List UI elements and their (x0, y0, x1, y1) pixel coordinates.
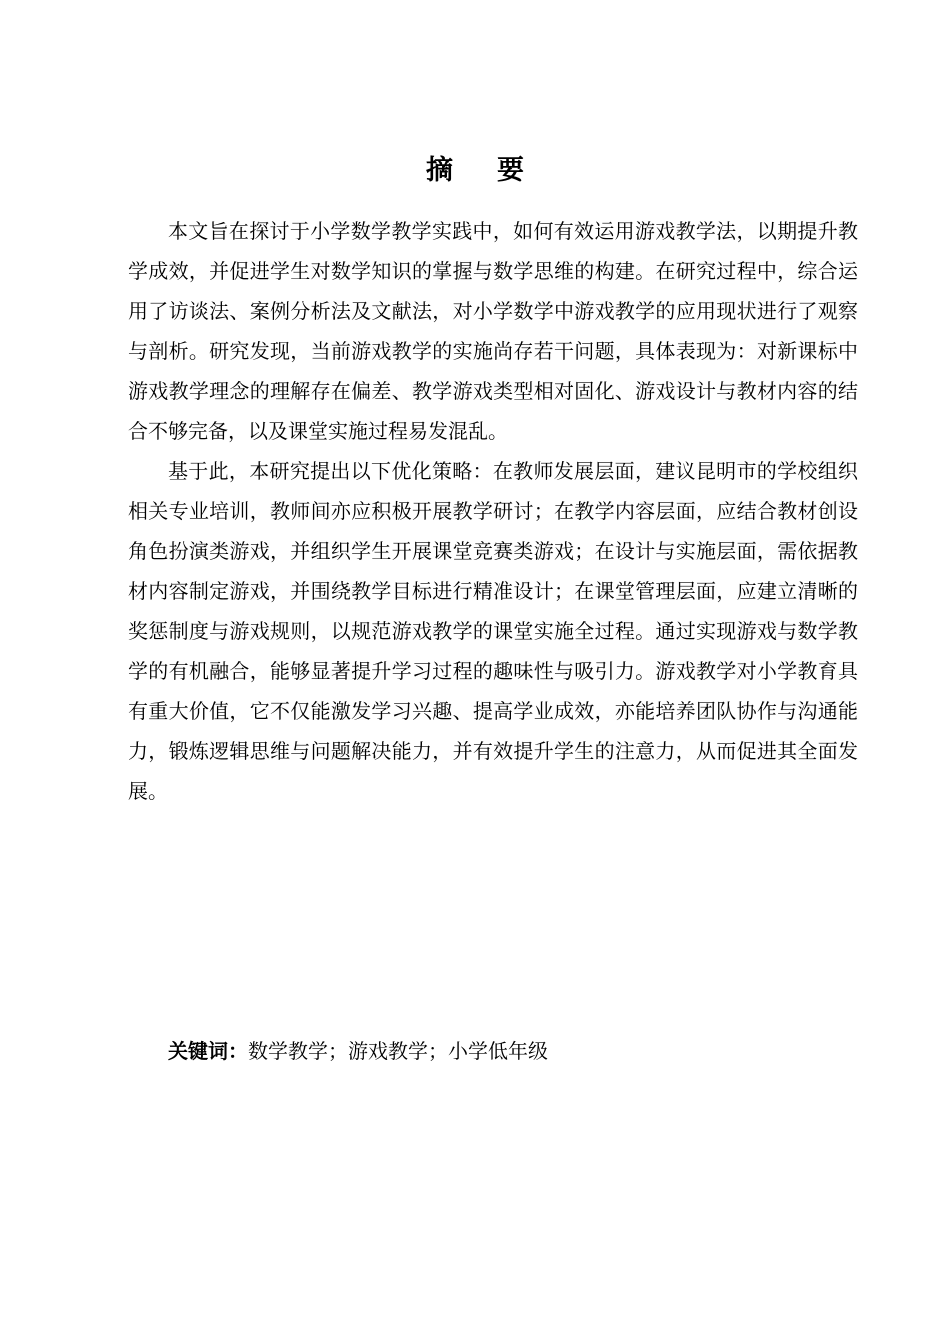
keywords-text: 数学教学；游戏教学；小学低年级 (248, 1039, 548, 1063)
title-char-1: 摘 (426, 155, 453, 186)
title-char-2: 要 (497, 155, 524, 186)
abstract-title (0, 151, 950, 191)
abstract-paragraph-1: 本文旨在探讨于小学数学教学实践中，如何有效运用游戏教学法，以期提升教学成效，并促进学生对数学知识的掌握与数学思维的构建。在研究过程中，综合运用了访谈法、案例分析法及文献法，对小学数学中游戏教学的应用现状进行了观察与剖析。研究发现，当前游戏教学的实施尚存若干问题，具体表现为：对新课标中游戏教学理念的理解存在偏差、教学游戏类型相对固化、游戏设计与教材内容的结合不够完备，以及课堂实施过程易发混乱。 (128, 219, 858, 443)
keywords-line (168, 1031, 858, 1071)
abstract-body (128, 211, 858, 811)
abstract-paragraph-2: 基于此，本研究提出以下优化策略：在教师发展层面，建议昆明市的学校组织相关专业培训，教师间亦应积极开展教学研讨；在教学内容层面，应结合教材创设角色扮演类游戏，并组织学生开展课堂竞赛类游戏；在设计与实施层面，需依据教材内容制定游戏，并围绕教学目标进行精准设计；在课堂管理层面，应建立清晰的奖惩制度与游戏规则，以规范游戏教学的课堂实施全过程。通过实现游戏与数学教学的有机融合，能够显著提升学习过程的趣味性与吸引力。游戏教学对小学教育具有重大价值，它不仅能激发学习兴趣、提高学业成效，亦能培养团队协作与沟通能力，锻炼逻辑思维与问题解决能力，并有效提升学生的注意力，从而促进其全面发展。 (128, 459, 858, 803)
keywords-label: 关键词： (168, 1039, 248, 1063)
